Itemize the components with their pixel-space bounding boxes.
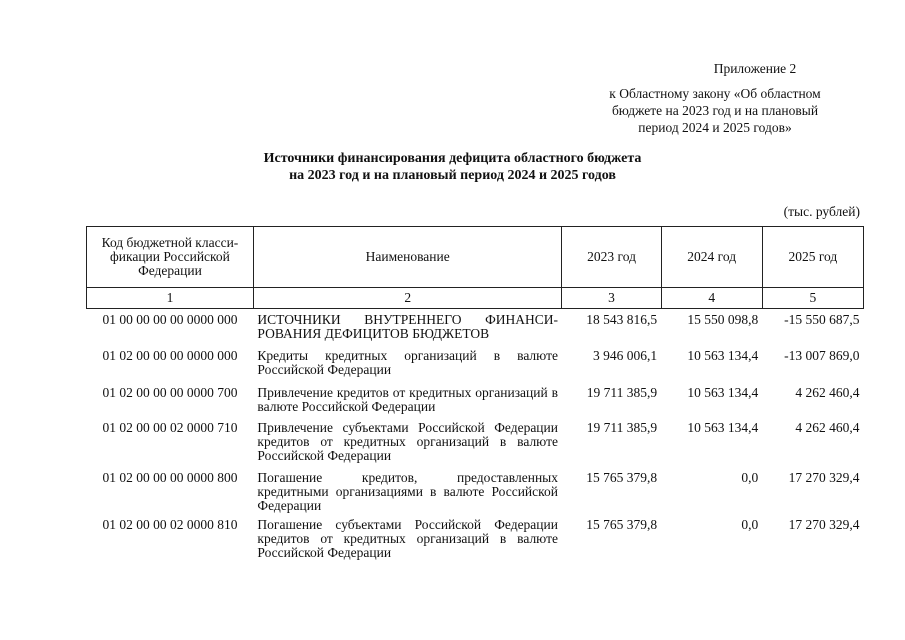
row-value-2024: 15 550 098,8 xyxy=(687,312,759,327)
row-code: 01 02 00 00 02 0000 710 xyxy=(102,420,238,435)
row-value-2024: 0,0 xyxy=(741,470,759,485)
row-value-2023: 15 765 379,8 xyxy=(586,470,658,485)
header-2025: 2025 год xyxy=(762,227,863,288)
row-value-2024: 0,0 xyxy=(741,517,759,532)
row-name: Погашение кредитов, предоставленных кредитными организациями в валюте Российской Федерации xyxy=(257,470,558,513)
column-number: 2 xyxy=(253,288,562,309)
row-value-2025: 17 270 329,4 xyxy=(788,470,860,485)
row-code: 01 00 00 00 00 0000 000 xyxy=(102,312,238,327)
header-2023: 2023 год xyxy=(562,227,661,288)
financing-sources-table xyxy=(86,226,864,568)
row-value-2023: 19 711 385,9 xyxy=(586,420,658,435)
row-value-2023: 15 765 379,8 xyxy=(586,517,658,532)
table-row xyxy=(87,386,864,421)
appendix-line: к Областному закону «Об областном xyxy=(609,86,821,101)
row-value-2023: 3 946 006,1 xyxy=(593,348,658,363)
column-number: 1 xyxy=(87,288,254,309)
row-value-2024: 10 563 134,4 xyxy=(687,348,759,363)
row-value-2025: 4 262 460,4 xyxy=(795,420,860,435)
row-value-2025: 17 270 329,4 xyxy=(788,517,860,532)
column-number-row xyxy=(87,288,864,309)
row-code: 01 02 00 00 00 0000 700 xyxy=(102,385,238,400)
column-number: 4 xyxy=(661,288,762,309)
document-title-line: Источники финансирования дефицита областного бюджета xyxy=(263,151,642,166)
table-row xyxy=(87,471,864,518)
appendix-line: бюджете на 2023 год и на плановый xyxy=(611,103,819,118)
column-number: 5 xyxy=(762,288,863,309)
table-row xyxy=(87,309,864,350)
header-name: Наименование xyxy=(253,227,562,288)
header-2024: 2024 год xyxy=(661,227,762,288)
row-name: Привлечение субъектами Российской Федерации кредитов от кредитных организаций в валюте Российской Федерации xyxy=(257,420,558,463)
header-code-line: фикации Российской xyxy=(110,249,230,264)
document-title xyxy=(0,150,905,184)
header-code xyxy=(87,227,254,288)
row-value-2025: 4 262 460,4 xyxy=(795,385,860,400)
row-code: 01 02 00 00 00 0000 800 xyxy=(102,470,238,485)
row-value-2024: 10 563 134,4 xyxy=(687,420,759,435)
row-value-2025: -15 550 687,5 xyxy=(784,312,860,327)
table-row xyxy=(87,349,864,386)
header-code-line: Федерации xyxy=(138,263,202,278)
row-name: ИСТОЧНИКИ ВНУТРЕННЕГО ФИНАНСИ-РОВАНИЯ ДЕФИЦИТОВ БЮДЖЕТОВ xyxy=(257,312,558,341)
row-name: Привлечение кредитов от кредитных организаций в валюте Российской Федерации xyxy=(257,385,558,414)
row-value-2025: -13 007 869,0 xyxy=(784,348,860,363)
units-label: (тыс. рублей) xyxy=(783,204,860,219)
row-value-2023: 19 711 385,9 xyxy=(586,385,658,400)
row-name: Погашение субъектами Российской Федерации кредитов от кредитных организаций в валюте Российской Федерации xyxy=(257,517,558,560)
column-number: 3 xyxy=(562,288,661,309)
table-header-row xyxy=(87,227,864,288)
row-value-2023: 18 543 816,5 xyxy=(586,312,658,327)
row-value-2024: 10 563 134,4 xyxy=(687,385,759,400)
document-title-line: на 2023 год и на плановый период 2024 и 2025 годов xyxy=(289,168,616,183)
appendix-line: период 2024 и 2025 годов» xyxy=(638,120,792,135)
appendix-note xyxy=(585,60,845,136)
row-name: Кредиты кредитных организаций в валюте Российской Федерации xyxy=(257,348,558,377)
table-row xyxy=(87,421,864,471)
row-code: 01 02 00 00 02 0000 810 xyxy=(102,517,238,532)
appendix-title: Приложение 2 xyxy=(713,61,797,76)
table-row xyxy=(87,518,864,568)
row-code: 01 02 00 00 00 0000 000 xyxy=(102,348,238,363)
header-code-line: Код бюджетной класси- xyxy=(101,235,239,250)
